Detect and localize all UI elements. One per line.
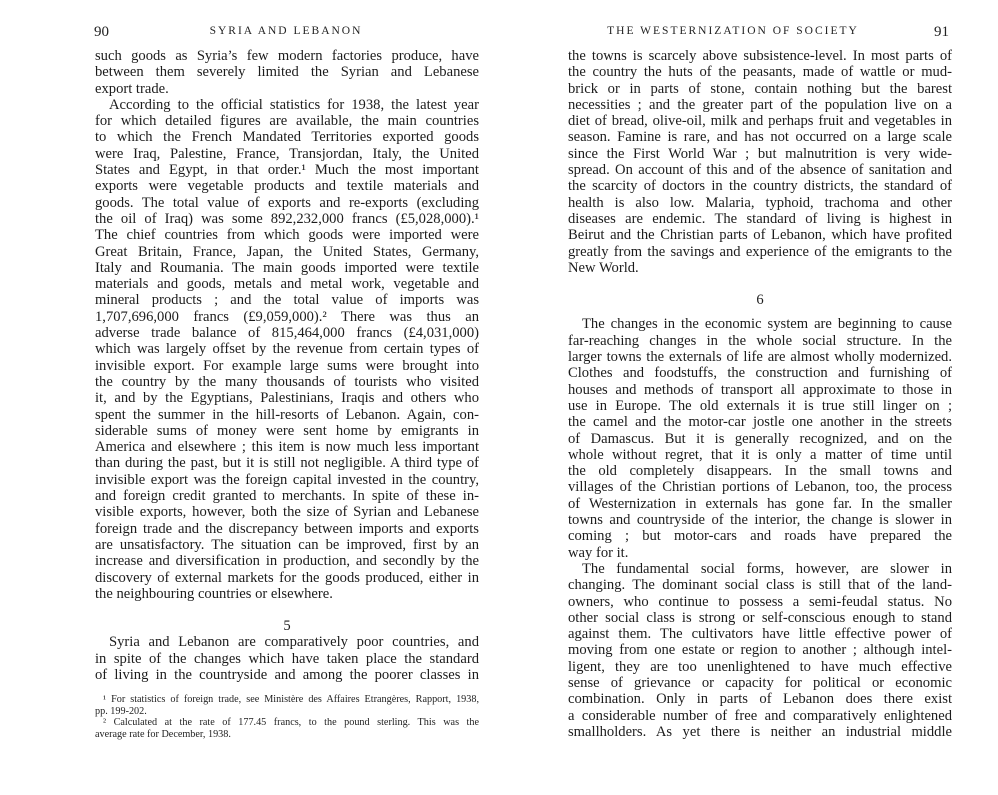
text-line: villages of the Christian portions of Lebanon, too, the process [568,479,952,496]
footnote-line: pp. 199-202. [95,705,147,717]
footnote-line: average rate for December, 1938. [95,728,231,740]
paragraph [95,634,479,683]
text-line: which was largely offset by the revenue from certain types of [95,341,479,358]
text-line: greatly from the savings and experience of the emigrants to the [568,243,952,260]
text-line: health is also low. Malaria, typhoid, trachoma and other [568,194,952,211]
page-number: 91 [934,24,949,40]
text-line: necessities ; and the greater part of the population live on a [568,96,952,113]
text-line: The changes in the economic system are beginning to cause [582,316,952,333]
section-number: 5 [283,618,291,635]
text-line: siderable sums of money were sent home by emigrants in [95,422,479,439]
text-line: towns and countryside of the interior, the change is slower in [568,512,952,529]
text-line: against them. The cultivators have little effective power of [568,626,952,643]
text-line: the neighbouring countries or elsewhere. [95,585,333,602]
text-line: diet of bread, olive-oil, milk and perhaps fruit and vegetables in [568,113,952,130]
section-gap [568,276,952,292]
text-line: to which the French Mandated Territories exported goods [95,129,479,146]
text-line: Italy and Roumania. The main goods imported were textile [95,259,479,276]
text-line: whole without regret, that it is only a matter of time until [568,446,952,463]
text-line: the camel and the motor-car jostle one another in the streets [568,414,952,431]
text-line: of living in the countryside and among the poorer classes in [95,666,479,683]
text-line: between them severely limited the Syrian and Lebanese [95,64,479,81]
section-gap [95,602,479,618]
footnote-line: ² Calculated at the rate of 177.45 francs, to the pound sterling. This was the [103,717,479,728]
text-line: the scarcity of doctors in the country districts, the standard of [568,178,952,195]
text-line: New World. [568,259,639,276]
text-line: America and elsewhere ; this item is now much less important [95,439,479,456]
text-line: Clothes and foodstuffs, the construction and furnishing of [568,365,952,382]
text-line: changing. The dominant social class is still that of the land- [568,577,952,594]
text-line: discovery of external markets for the goods produced, either in [95,569,479,586]
text-line: The chief countries from which goods were imported were [95,227,479,244]
text-line: way for it. [568,544,629,561]
text-line: for which detailed figures are available, the main countries [95,113,479,130]
text-line: Beirut and the Christian parts of Lebanon, which have profited [568,227,952,244]
text-line: and foreign credit granted to merchants. In spite of these in- [95,488,479,505]
text-line: invisible export was the foreign capital invested in the country, [95,471,479,488]
right-page-header [565,24,949,42]
text-line: The fundamental social forms, however, are slower in [582,560,952,577]
paragraph [95,97,479,602]
text-line: Great Britain, France, Japan, the United States, Germany, [95,243,479,260]
right-page [499,0,998,795]
text-line: spent the summer in the hill-resorts of Lebanon. Again, con- [95,406,479,423]
text-line: goods. The total value of exports and re-exports (excluding [95,194,479,211]
text-line: the country by the many thousands of tourists who visited [95,373,479,390]
text-line: the oil of Iraq) was some 892,232,000 francs (£5,028,000).¹ [95,210,479,227]
text-line: other social class is strong or self-conscious enough to stand [568,609,952,626]
text-line: since the First World War ; but malnutrition is very wide- [568,145,952,162]
text-line: owners, who continue to possess a semi-feudal status. No [568,593,952,610]
text-line: of Damascus. But it is generally recognized, and on the [568,430,952,447]
text-line: coming ; but motor-cars and roads have prepared the [568,528,952,545]
paragraph [568,48,952,276]
text-line: States and Egypt, in that order.¹ Much the most important [95,162,479,179]
text-line: use in Europe. The old externals it is true still linger on ; [568,397,952,414]
text-line: adverse trade balance of 815,464,000 francs (£4,031,000) [95,325,479,342]
text-line: mineral products ; and the total value of imports was [95,292,479,309]
text-line: materials and goods, metals and metal work, vegetable and [95,276,479,293]
text-line: Syria and Lebanon are comparatively poor countries, and [109,634,479,651]
section-gap [568,308,952,316]
text-line: increase and diversification in production, and secondly by the [95,553,479,570]
text-line: brick or in parts of stone, contain nothing but the barest [568,80,952,97]
paragraph [568,561,952,740]
text-line: sense of grievance or capacity for political or economic [568,674,952,691]
text-line: in spite of the changes which have taken place the standard [95,650,479,667]
text-line: According to the official statistics for 1938, the latest year [109,96,479,113]
right-page-body [568,48,952,740]
section-number: 6 [756,292,764,309]
running-head: THE WESTERNIZATION OF SOCIETY [607,25,859,37]
text-line: than during the past, but it is still not negligible. A third type of [95,455,479,472]
text-line: were Iraq, Palestine, France, Transjordan, Italy, the United [95,145,479,162]
footnote-line: ¹ For statistics of foreign trade, see Ministère des Affaires Etrangères, Rapport, 1938, [103,694,479,705]
text-line: season. Famine is rare, and has not occurred on a large scale [568,129,952,146]
text-line: moving from one estate or region to another ; although intel- [568,642,952,659]
text-line: invisible export. For example large sums were brought into [95,357,479,374]
text-line: smallholders. As yet there is neither an industrial middle [568,723,952,740]
text-line: are unsatisfactory. The situation can be improved, first by an [95,536,479,553]
text-line: the old completely disappears. In the small towns and [568,463,952,480]
text-line: larger towns the externals of life are almost wholly modernized. [568,349,952,366]
text-line: visible exports, however, both the size of Syrian and Lebanese [95,504,479,521]
paragraph [568,316,952,560]
text-line: such goods as Syria’s few modern factories produce, have [95,48,479,64]
page-number: 90 [94,24,109,40]
text-line: ligent, they are too unenlightened to have much effective [568,658,952,675]
text-line: foreign trade and the discrepancy between imports and exports [95,520,479,537]
running-head: SYRIA AND LEBANON [209,25,363,37]
text-line: 1,707,696,000 francs (£9,059,000).² There was thus an [95,308,479,325]
paragraph [95,48,479,97]
left-page-body [95,48,479,683]
left-page-header [94,24,478,42]
text-line: the country the huts of the peasants, made of wattle or mud- [568,64,952,81]
text-line: spread. On account of this and of the absence of sanitation and [568,162,952,179]
text-line: combination. Only in parts of Lebanon does there exist [568,691,952,708]
text-line: the towns is scarcely above subsistence-level. In most parts of [568,48,952,64]
text-line: houses and methods of transport all approximate to those in [568,381,952,398]
text-line: diseases are endemic. The standard of living is highest in [568,210,952,227]
text-line: it, and by the Egyptians, Palestinians, Iraqis and others who [95,390,479,407]
text-line: export trade. [95,80,169,97]
text-line: a considerable number of free and comparatively enlightened [568,707,952,724]
footnotes [95,694,479,740]
text-line: of Westernization in externals has gone far. In the smaller [568,495,952,512]
text-line: exports were vegetable products and textile materials and [95,178,479,195]
text-line: far-reaching changes in the whole social structure. In the [568,332,952,349]
